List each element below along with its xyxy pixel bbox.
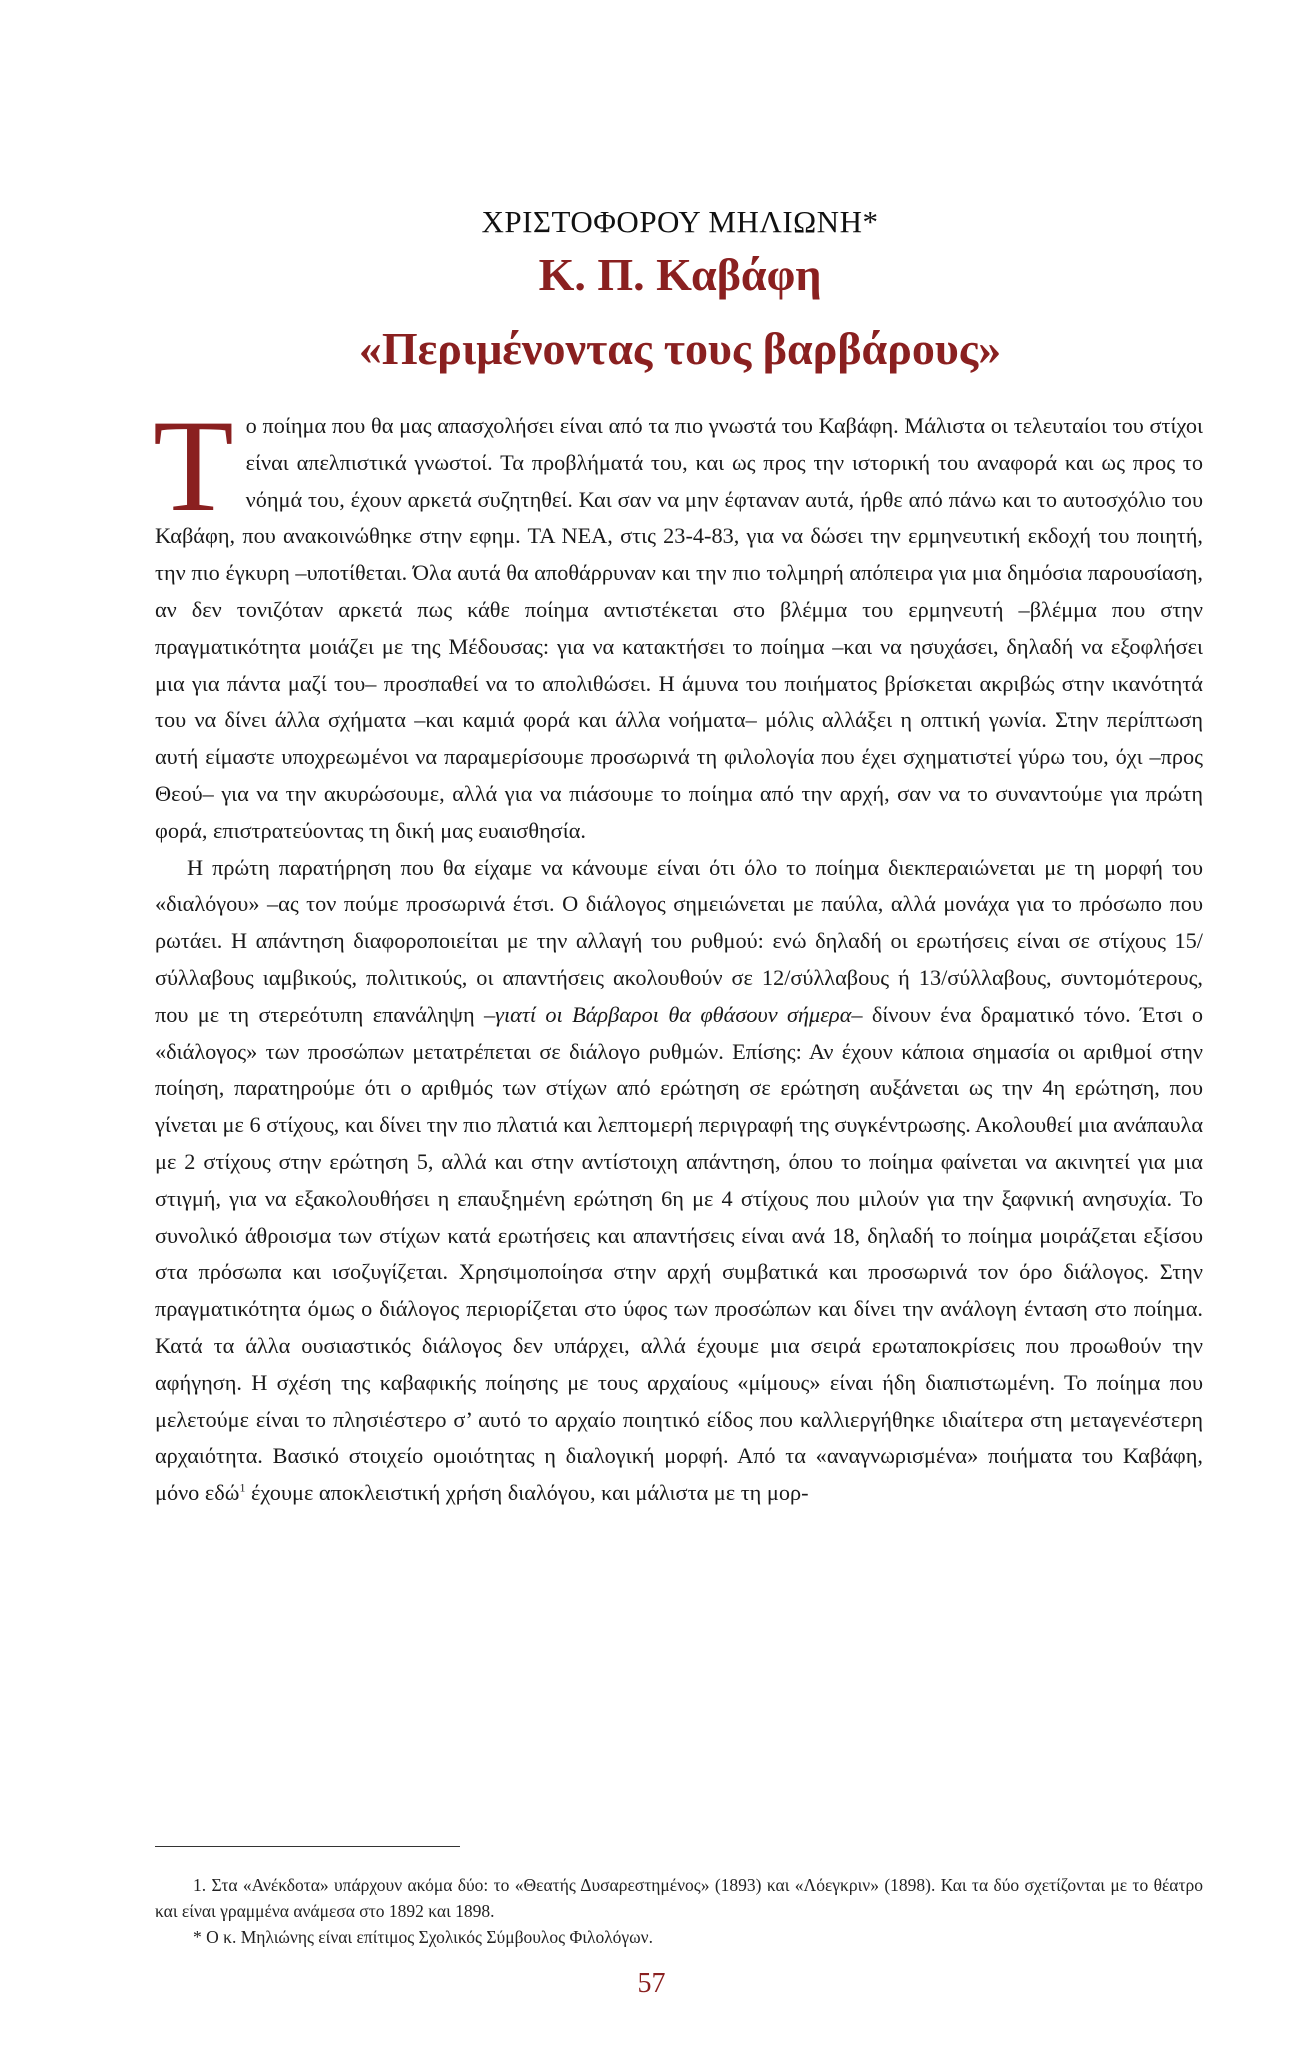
- paragraph-2: [155, 850, 1203, 1512]
- paragraph-1: [153, 392, 1203, 850]
- article-title: Κ. Π. Καβάφη: [538, 249, 822, 300]
- article-subtitle: «Περιμένοντας τους βαρβάρους»: [358, 323, 1002, 374]
- footnote-ref-1[interactable]: 1: [239, 1480, 246, 1495]
- paragraph-1-text: ο ποίημα που θα μας απασχολήσει είναι από τα πιο γνωστά του Καβάφη. Μάλιστα οι τελευταίοι του στίχοι είναι απελπιστικά γνωστοί. Τα προβλήματά του, και ως προς την ιστορική του αναφορά και ως προς το νόημά του, έχουν αρκετά συζητηθεί. Και σαν να μην έφταναν αυτά, ήρθε από πάνω και το αυτοσχόλιο του Καβάφη, που ανακοινώθηκε στην εφημ. ΤΑ ΝΕΑ, στις 23-4-83, για να δώσει την ερμηνευτική εκδοχή του ποιητή, την πιο έγκυρη –υποτίθεται. Όλα αυτά θα αποθάρρυναν και την πιο τολμηρή απόπειρα για μια δημόσια παρουσίαση, αν δεν τονιζόταν αρκετά πως κάθε ποίημα αντιστέκεται στο βλέμμα του ερμηνευτή –βλέμμα που στην πραγματικότητα μοιάζει με της Μέδουσας: για να κατακτήσει το ποίημα –και να ησυχάσει, δηλαδή να εξοφλήσει μια για πάντα μαζί του– προσπαθεί να το απολιθώσει. Η άμυνα του ποιήματος βρίσκεται ακριβώς στην ικανότητά του να δίνει άλλα σχήματα –και καμιά φορά και άλλα νοήματα– μόλις αλλάξει η οπτική γωνία. Στην περίπτωση αυτή είμαστε υποχρεωμένοι να παραμερίσουμε προσωρινά τη φιλολογία που έχει σχηματιστεί γύρω του, όχι –προς Θεού– για να την ακυρώσουμε, αλλά για να πιάσουμε το ποίημα από την αρχή, σαν να το συναντούμε για πρώτη φορά, επιστρατεύοντας τη δική μας ευαισθησία.: [155, 413, 1203, 843]
- paragraph-2-emphasis: –γιατί οι Βάρβαροι θα φθάσουν σήμερα–: [484, 1001, 863, 1027]
- footnote-author: * Ο κ. Μηλιώνης είναι επίτιμος Σχολικός Σύμβουλος Φιλολόγων.: [193, 1927, 653, 1947]
- paragraph-2-text-b: δίνουν ένα δραματικό τόνο. Έτσι ο «διάλογος» των προσώπων μετατρέπεται σε διάλογο ρυθμών. Επίσης: Αν έχουν κάποια σημασία οι αριθμοί στην ποίηση, παρατηρούμε ότι ο αριθμός των στίχων από ερώτηση σε ερώτηση αυξάνεται ως την 4η ερώτηση, που γίνεται με 6 στίχους, και δίνει την πιο πλατιά και λεπτομερή περιγραφή της συγκέντρωσης. Ακολουθεί μια ανάπαυλα με 2 στίχους στην ερώτηση 5, αλλά και στην αντίστοιχη απάντηση, όπου το ποίημα φαίνεται να ακινητεί για μια στιγμή, για να εξακολουθήσει η επαυξημένη ερώτηση 6η με 4 στίχους που μιλούν για την ξαφνική ανησυχία. Το συνολικό άθροισμα των στίχων κατά ερωτήσεις και απαντήσεις είναι ανά 18, δηλαδή το ποίημα μοιράζεται εξίσου στα πρόσωπα και ισοζυγίζεται. Χρησιμοποίησα στην αρχή συμβατικά και προσωρινά τον όρο διάλογος. Στην πραγματικότητα όμως ο διάλογος περιορίζεται στο ύφος των προσώπων και δίνει την ανάλογη ένταση στο ποίημα. Κατά τα άλλα ουσιαστικός διάλογος δεν υπάρχει, αλλά έχουμε μια σειρά ερωταποκρίσεις που προωθούν την αφήγηση. Η σχέση της καβαφικής ποίησης με τους αρχαίους «μίμους» είναι ήδη διαπιστωμένη. Το ποίημα που μελετούμε είναι το πλησιέστερο σ’ αυτό το αρχαίο ποιητικό είδος που καλλιεργήθηκε ιδιαίτερα στη μεταγενέστερη αρχαιότητα. Βασικό στοιχείο ομοιότητας η διαλογική μορφή. Από τα «αναγνωρισμένα» ποιήματα του Καβάφη, μόνο εδώ: [155, 1001, 1203, 1506]
- footnotes: [155, 1872, 1203, 1950]
- article-body: [153, 392, 1203, 1512]
- drop-cap: Τ: [153, 392, 234, 539]
- article-header: [155, 200, 1205, 380]
- paragraph-2-text-c: έχουμε αποκλειστική χρήση διαλόγου, και μάλιστα με τη μορ-: [245, 1480, 809, 1506]
- author-name: ΧΡΙΣΤΟΦΟΡΟΥ ΜΗΛΙΩΝΗ*: [481, 204, 879, 239]
- footnote-1: 1. Στα «Ανέκδοτα» υπάρχουν ακόμα δύο: το «Θεατής Δυσαρεστημένος» (1893) και «Λόεγκριν» (1898). Και τα δύο σχετίζονται με το θέατρο και είναι γραμμένα ανάμεσα στο 1892 και 1898.: [155, 1875, 1203, 1921]
- page-number: 57: [637, 1968, 666, 1999]
- paragraph-2-text-a: Η πρώτη παρατήρηση που θα είχαμε να κάνουμε είναι ότι όλο το ποίημα διεκπεραιώνεται με τη μορφή του «διαλόγου» –ας τον πούμε προσωρινά έτσι. Ο διάλογος σημειώνεται με παύλα, αλλά μονάχα για το πρόσωπο που ρωτάει. Η απάντηση διαφοροποιείται με την αλλαγή του ρυθμού: ενώ δηλαδή οι ερωτήσεις είναι σε στίχους 15/σύλλαβους ιαμβικούς, πολιτικούς, οι απαντήσεις ακολουθούν σε 12/σύλλαβους ή 13/σύλλαβους, συντομότερους, που με τη στερεότυπη επανάληψη: [155, 854, 1203, 1027]
- footnote-separator: [155, 1846, 460, 1847]
